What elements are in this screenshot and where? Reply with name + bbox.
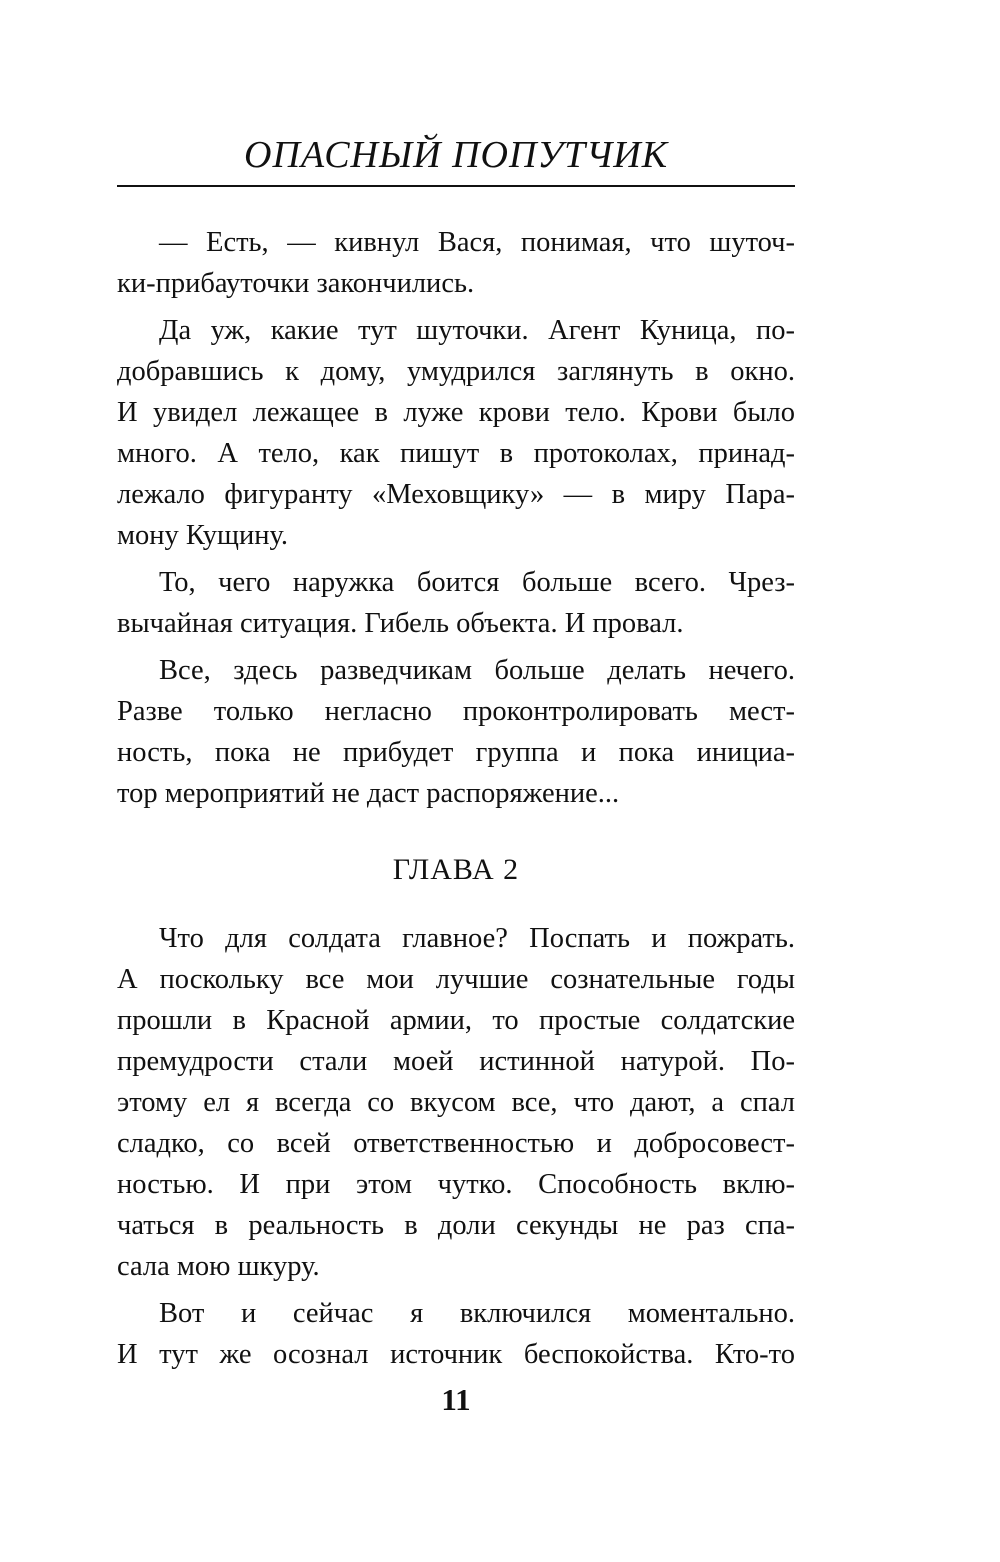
text-block-2 — [117, 918, 795, 1375]
book-page — [117, 0, 795, 1562]
text-line: ностью. И при этом чутко. Способность вклю- — [117, 1169, 795, 1200]
text-line: тор мероприятий не даст распоряжение... — [117, 778, 620, 809]
text-line: прошли в Красной армии, то простые солдатские — [117, 1005, 795, 1036]
text-line: А поскольку все мои лучшие сознательные годы — [117, 964, 795, 995]
text-line: — Есть, — кивнул Вася, понимая, что шуточ- — [159, 227, 795, 258]
chapter-title: ГЛАВА 2 — [392, 853, 520, 886]
text-line: ки-прибауточки закончились. — [117, 268, 475, 299]
text-line: И тут же осознал источник беспокойства. Кто-то — [117, 1339, 795, 1370]
text-line: сладко, со всей ответственностью и добросовест- — [117, 1128, 795, 1159]
running-head: ОПАСНЫЙ ПОПУТЧИК — [244, 134, 668, 176]
text-line: ность, пока не прибудет группа и пока инициа- — [117, 737, 795, 768]
text-line: этому ел я всегда со вкусом все, что дают, а спал — [117, 1087, 795, 1118]
header-rule — [117, 185, 795, 187]
text-line: много. А тело, как пишут в протоколах, принад- — [117, 438, 795, 469]
text-line: чаться в реальность в доли секунды не раз спа- — [117, 1210, 795, 1241]
text-line: То, чего наружка боится больше всего. Чрез- — [159, 567, 795, 598]
page-number: 11 — [441, 1382, 471, 1417]
text-line: И увидел лежащее в луже крови тело. Крови было — [117, 397, 795, 428]
text-line: Все, здесь разведчикам больше делать нечего. — [159, 655, 795, 686]
text-line: сала мою шкуру. — [117, 1251, 320, 1282]
text-line: добравшись к дому, умудрился заглянуть в окно. — [117, 356, 795, 387]
text-line: Вот и сейчас я включился моментально. — [159, 1298, 795, 1329]
text-line: Разве только негласно проконтролировать мест- — [117, 696, 795, 727]
text-line: мону Кущину. — [117, 520, 288, 551]
text-line: Что для солдата главное? Поспать и пожрать. — [159, 923, 795, 954]
text-line: лежало фигуранту «Меховщику» — в миру Пара- — [117, 479, 795, 510]
text-block-1 — [117, 222, 795, 814]
text-line: премудрости стали моей истинной натурой. По- — [117, 1046, 795, 1077]
text-line: вычайная ситуация. Гибель объекта. И провал. — [117, 608, 684, 639]
text-line: Да уж, какие тут шуточки. Агент Куница, по- — [159, 315, 795, 346]
